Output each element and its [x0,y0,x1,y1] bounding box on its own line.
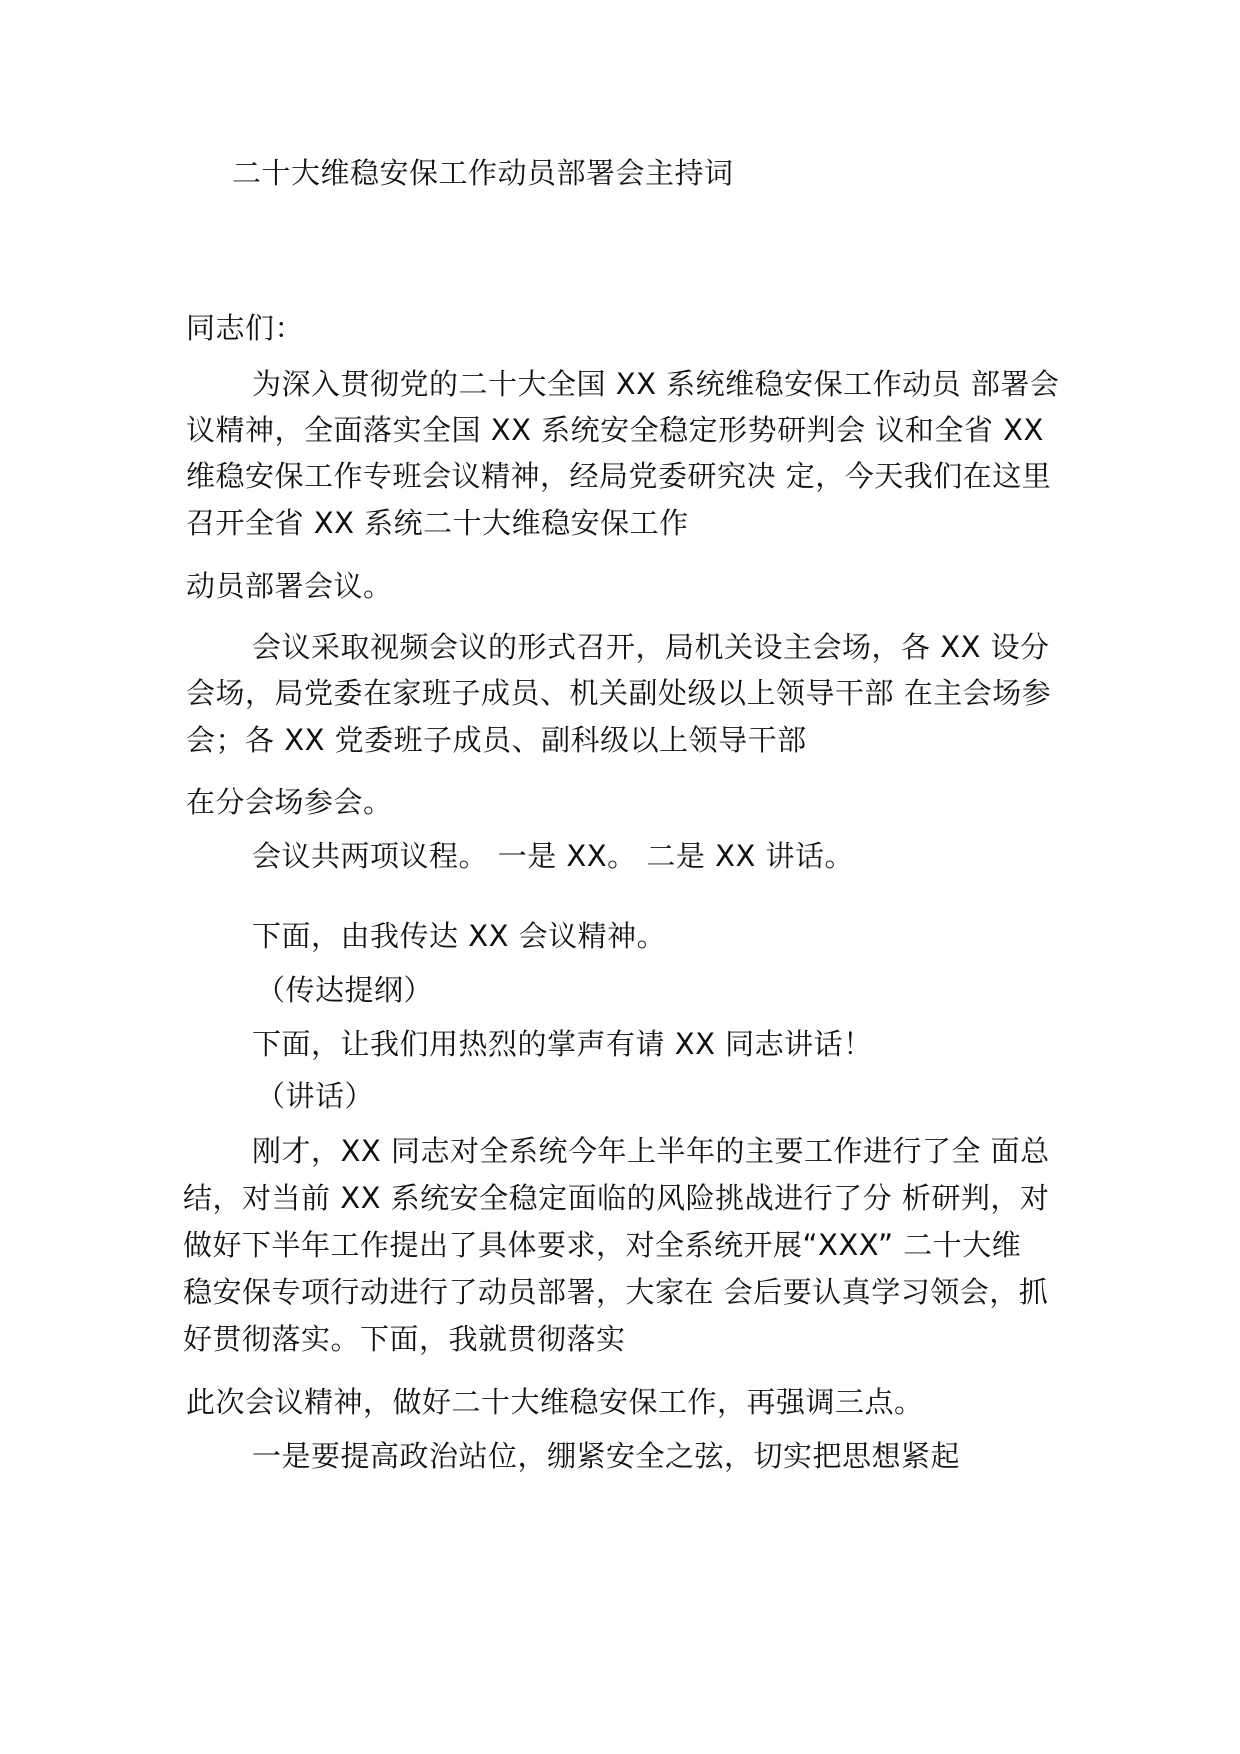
paragraph-line: 为深入贯彻党的二十大全国 XX 系统维稳安保工作动员 部署会 [252,367,1060,401]
paragraph-line: 好贯彻落实。下面，我就贯彻落实 [183,1322,626,1356]
paragraph-line: 做好下半年工作提出了具体要求，对全系统开展“XXX” 二十大维 [183,1228,1022,1262]
paragraph-line: 召开全省 XX 系统二十大维稳安保工作 [186,506,689,540]
paragraph-line: 维稳安保工作专班会议精神，经局党委研究决 定，今天我们在这里 [186,459,1052,493]
paragraph-line: 稳安保专项行动进行了动员部署，大家在 会后要认真学习领会，抓 [183,1275,1049,1309]
paragraph-line: 动员部署会议。 [186,569,393,603]
paragraph-line: 在分会场参会。 [186,785,393,819]
paragraph-line: 此次会议精神，做好二十大维稳安保工作，再强调三点。 [186,1385,924,1419]
paragraph-line: 会；各 XX 党委班子成员、副科级以上领导干部 [186,723,807,757]
paragraph-line: 会议采取视频会议的形式召开，局机关设主会场，各 XX 设分 [252,630,1050,664]
paragraph-line: 会场，局党委在家班子成员、机关副处级以上领导干部 在主会场参 [186,676,1052,710]
document-title: 二十大维稳安保工作动员部署会主持词 [232,156,734,190]
paragraph-line: 会议共两项议程。 一是 XX。 二是 XX 讲话。 [252,839,855,873]
paragraph-line: （传达提纲） [256,973,434,1007]
paragraph-line: 结，对当前 XX 系统安全稳定面临的风险挑战进行了分 析研判，对 [183,1181,1050,1215]
salutation: 同志们： [186,311,305,345]
paragraph-line: 议精神，全面落实全国 XX 系统安全稳定形势研判会 议和全省 XX [186,413,1044,447]
paragraph-line: 刚才，XX 同志对全系统今年上半年的主要工作进行了全 面总 [252,1134,1050,1168]
paragraph-line: 下面，让我们用热烈的掌声有请 XX 同志讲话！ [252,1027,873,1061]
paragraph-line: （讲话） [256,1079,375,1113]
paragraph-line: 一是要提高政治站位，绷紧安全之弦，切实把思想紧起 [252,1439,961,1473]
paragraph-line: 下面，由我传达 XX 会议精神。 [252,919,667,953]
